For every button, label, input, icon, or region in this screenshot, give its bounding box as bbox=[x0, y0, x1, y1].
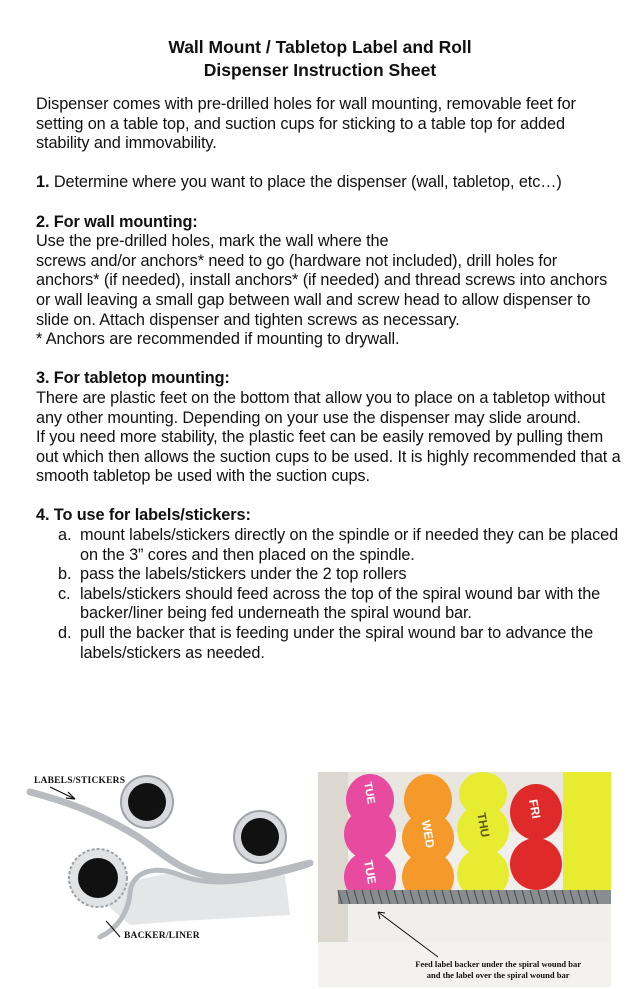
step-4-heading: 4. To use for labels/stickers: bbox=[36, 506, 251, 525]
step-1 bbox=[36, 173, 621, 193]
list-marker: a. bbox=[58, 526, 72, 545]
title-line-2: Dispenser Instruction Sheet bbox=[203, 60, 437, 80]
sticker-label-fri: FRI bbox=[526, 798, 544, 820]
list-item bbox=[36, 585, 621, 624]
figures-row bbox=[0, 765, 640, 989]
list-item bbox=[36, 526, 621, 565]
list-marker: c. bbox=[58, 584, 71, 603]
step-4 bbox=[36, 506, 621, 663]
photo-caption-line-1: Feed label backer under the spiral wound bar bbox=[415, 959, 581, 969]
step-2-line-1: Use the pre-drilled holes, mark the wall where the bbox=[36, 232, 389, 251]
list-marker: d. bbox=[58, 624, 72, 643]
sticker-label-tue-lower: TUE bbox=[361, 858, 379, 886]
list-item bbox=[36, 624, 621, 663]
list-item-text: pull the backer that is feeding under the spiral wound bar to advance the labels/stickers as needed. bbox=[80, 624, 594, 662]
step-2-heading: 2. For wall mounting: bbox=[36, 212, 198, 231]
step-3-heading: 3. For tabletop mounting: bbox=[36, 369, 230, 388]
list-item-text: labels/stickers should feed across the top of the spiral wound bar with the backer/liner being fed underneath the spiral wound bar. bbox=[80, 584, 601, 623]
list-item-text: pass the labels/stickers under the 2 top rollers bbox=[80, 565, 407, 584]
sticker-label-tue: TUE bbox=[361, 781, 377, 805]
spiral-bar bbox=[69, 849, 127, 907]
step-3-text-2: If you need more stability, the plastic feet can be easily removed by pulling them out which then allows the suction cups to be used. It is highly recommended that a smooth tabletop be used with the suction cups. bbox=[36, 428, 621, 486]
dispenser-photo bbox=[318, 772, 611, 987]
roller-diagram bbox=[20, 765, 320, 955]
intro-paragraph: Dispenser comes with pre-drilled holes for wall mounting, removable feet for setting on a table top, and suction cups for sticking to a table top for added stability and immovability. bbox=[36, 95, 576, 153]
roller-top-left bbox=[121, 776, 173, 828]
photo-caption-line-2: and the label over the spiral wound bar bbox=[426, 970, 570, 980]
list-marker: b. bbox=[58, 565, 72, 584]
step-1-number: 1. bbox=[36, 173, 50, 192]
instructions-body bbox=[36, 95, 621, 663]
list-item bbox=[36, 565, 621, 585]
labels-stickers-callout: LABELS/STICKERS bbox=[34, 776, 126, 786]
roller-top-right bbox=[234, 811, 286, 863]
list-item-text: mount labels/stickers directly on the spindle or if needed they can be placed on the 3” cores and then placed on the spindle. bbox=[80, 526, 619, 564]
step-2 bbox=[36, 213, 621, 350]
step-1-text: Determine where you want to place the dispenser (wall, tabletop, etc…) bbox=[53, 173, 562, 192]
step-3 bbox=[36, 369, 621, 487]
sticker-label-thu: THU bbox=[474, 811, 493, 839]
step-2-text: screws and/or anchors* need to go (hardware not included), drill holes for anchors* (if needed), install anchors* (if needed) and thread screws into anchors or wall leaving a small gap between wall and screw head to allow dispenser to slide on. Attach dispenser and tighten screws as necessary. bbox=[36, 251, 608, 329]
step-3-text-1: There are plastic feet on the bottom that allow you to place on a tabletop without any other mounting. Depending on your use the dispenser may slide around. bbox=[36, 388, 606, 427]
backer-liner-callout: BACKER/LINER bbox=[124, 931, 200, 941]
sticker-label-wed: WED bbox=[418, 818, 438, 850]
title-line-1: Wall Mount / Tabletop Label and Roll bbox=[168, 37, 472, 57]
photo-caption bbox=[415, 959, 581, 981]
page-title bbox=[0, 36, 640, 82]
dispenser-photo-svg bbox=[318, 772, 611, 987]
step-4-list bbox=[36, 526, 621, 663]
step-2-note: * Anchors are recommended if mounting to drywall. bbox=[36, 330, 400, 349]
roller-diagram-svg bbox=[20, 765, 320, 955]
